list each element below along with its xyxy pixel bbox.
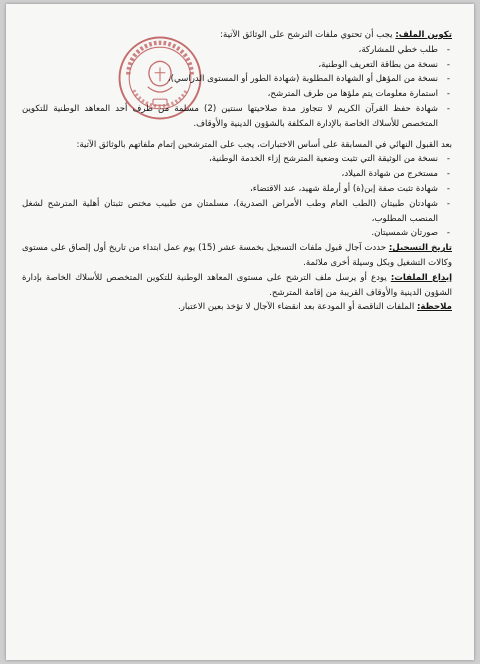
file-submission-label: إيداع الملفات: (390, 272, 453, 283)
file-submission-text: يودع أو يرسل ملف الترشح على مستوى المعاهد الوطنية للتكوين المتخصص للأسلاك الخاصة بإدارة الشؤون الدينية والأوقاف القريبة من إقامة المترشح. (22, 272, 452, 298)
required-doc-item: - نسخة من بطاقة التعريف الوطنية، (22, 58, 452, 73)
file-composition-label: تكوين الملف: (395, 30, 452, 40)
file-composition-text: يجب أن تحتوي ملفات الترشح على الوثائق الآتية: (220, 30, 396, 40)
additional-doc-item: - نسخة من الوثيقة التي تثبت وضعية المترشح إزاء الخدمة الوطنية، (22, 152, 452, 167)
document-page (6, 4, 474, 660)
file-submission-paragraph (22, 271, 452, 301)
required-doc-item: - طلب خطي للمشاركة، (22, 43, 452, 58)
registration-date-paragraph (22, 241, 452, 271)
additional-doc-item: - شهادتان طبيتان (الطب العام وطب الأمراض الصدرية)، مسلمتان من طبيب مختص تثبتان أهلية المترشح لشغل المنصب المطلوب، (22, 197, 452, 227)
after-acceptance-intro: بعد القبول النهائي في المسابقة على أساس الاختبارات، يجب على المترشحين إتمام ملفاتهم بالوثائق الآتية: (76, 139, 452, 150)
additional-doc-item: - شهادة تثبت صفة إبن(ة) أو أرملة شهيد، عند الاقتضاء، (22, 182, 452, 197)
document-body (22, 28, 452, 315)
file-composition-heading (22, 28, 452, 43)
required-doc-item: - نسخة من المؤهل أو الشهادة المطلوبة (شهادة الطور أو المستوى الدراسي)، (22, 72, 452, 87)
registration-date-text: حددت آجال قبول ملفات التسجيل بخمسة عشر (15) يوم عمل ابتداء من تاريخ أول إلصاق على مستوى وكالات التشغيل وبكل وسيلة أخرى ملائمة. (22, 243, 452, 268)
note-paragraph (22, 300, 452, 315)
note-text: الملفات الناقصة أو المودعة بعد انقضاء الآجال لا تؤخذ بعين الاعتبار. (178, 302, 417, 313)
required-doc-item: - استمارة معلومات يتم ملؤها من طرف المترشح، (22, 87, 452, 102)
note-label: ملاحظة: (416, 302, 452, 313)
additional-doc-item: - صورتان شمسيتان. (22, 226, 452, 241)
additional-doc-item: - مستخرج من شهادة الميلاد، (22, 167, 452, 182)
required-doc-item: - شهادة حفظ القرآن الكريم لا تتجاوز مدة صلاحيتها سنتين (2) مسلمة من طرف أحد المعاهد الوطنية للتكوين المتخصص للأسلاك الخاصة بالإدارة المكلفة بالشؤون الدينية والأوقاف. (22, 102, 452, 132)
registration-date-label: تاريخ التسجيل: (388, 243, 452, 254)
